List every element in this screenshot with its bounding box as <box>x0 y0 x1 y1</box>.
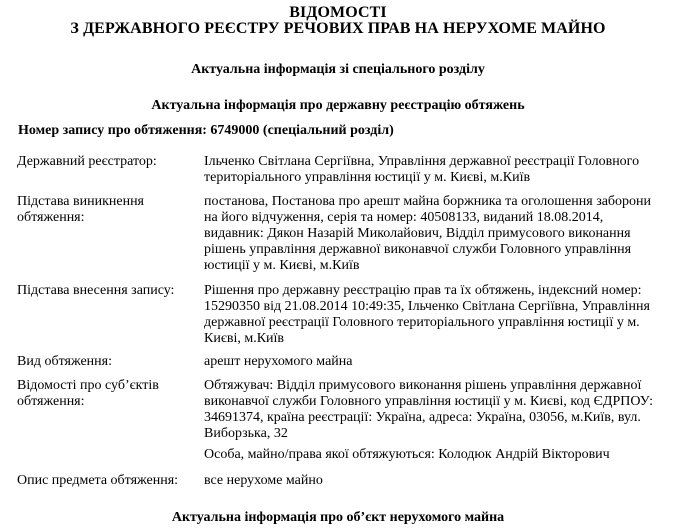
record-number: Номер запису про обтяження: 6749000 (спеціальний розділ) <box>18 123 394 138</box>
basis-value: постанова, Постанова про арешт майна боржника та оголошення заборони на його відчуження, серія та номер: 40508133, виданий 18.08.2014, видавник: Дякон Назарій Миколайович, Відділ примусового виконання рішень управління державної виконавчої служби Головного управління юстиції у м. Києві, м.Київ <box>204 194 652 273</box>
entry-basis-value: Рішення про державну реєстрацію прав та їх обтяжень, індексний номер: 15290350 від 21.08.2014 10:49:35, Ільченко Світлана Сергіївна, Управління державної реєстрації Головного територіального управління юстиції у м. Києві, м.Київ <box>204 283 650 346</box>
basis-label: Підстава виникнення обтяження: <box>17 194 144 225</box>
document-subtitle: З ДЕРЖАВНОГО РЕЄСТРУ РЕЧОВИХ ПРАВ НА НЕРУХОМЕ МАЙНО <box>70 20 606 37</box>
section-heading-special: Актуальна інформація зі спеціального розділу <box>191 62 485 77</box>
section-heading-object: Актуальна інформація про об’єкт нерухомого майна <box>171 510 505 525</box>
document-title: ВІДОМОСТІ <box>289 4 387 21</box>
registrar-label: Державний реєстратор: <box>17 154 157 169</box>
type-label: Вид обтяження: <box>17 354 112 369</box>
subjects-label: Відомості про суб’єктів обтяження: <box>17 378 159 409</box>
section-heading-encumbrance: Актуальна інформація про державну реєстрацію обтяжень <box>151 98 525 113</box>
registrar-value: Ільченко Світлана Сергіївна, Управління державної реєстрації Головного територіального управління юстиції у м. Києві, м.Київ <box>204 154 640 185</box>
type-value: арешт нерухомого майна <box>204 354 353 369</box>
subjects-person: Особа, майно/права якої обтяжуються: Колодюк Андрій Вікторович <box>204 447 610 462</box>
object-desc-label: Опис предмета обтяження: <box>17 473 179 488</box>
object-desc-value: все нерухоме майно <box>204 473 323 488</box>
entry-basis-label: Підстава внесення запису: <box>17 283 175 298</box>
subjects-value: Обтяжувач: Відділ примусового виконання рішень управління державної виконавчої служби Головного управління юстиції у м. Києві, код ЄДРПОУ: 34691374, країна реєстрації: Україна, адреса: Україна, 03056, м.Київ, вул. Виборзька, 32 <box>204 378 653 441</box>
